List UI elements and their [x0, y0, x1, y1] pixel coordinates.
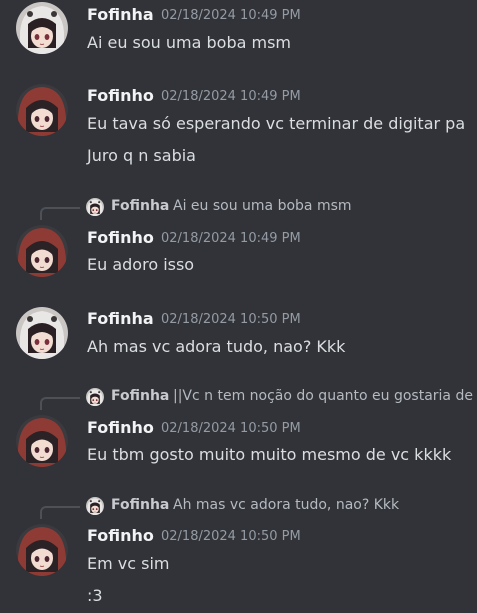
- reply-avatar: [86, 198, 104, 216]
- message-text: Ah mas vc adora tudo, nao? Kkk: [87, 337, 346, 356]
- reply-text[interactable]: Ai eu sou uma boba msm: [173, 198, 352, 214]
- reply-text[interactable]: ||Vc n tem noção do quanto eu gostaria de: [173, 388, 473, 404]
- message-text: Eu adoro isso: [87, 255, 195, 274]
- author-name[interactable]: Fofinho: [87, 228, 154, 247]
- reply-text[interactable]: Ah mas vc adora tudo, nao? Kkk: [173, 497, 400, 513]
- author-name[interactable]: Fofinha: [87, 309, 154, 328]
- reply-spine: [40, 207, 80, 220]
- avatar[interactable]: [16, 524, 68, 576]
- avatar[interactable]: [16, 415, 68, 467]
- reply-author[interactable]: Fofinha: [111, 497, 170, 513]
- reply-spine: [40, 506, 80, 519]
- avatar[interactable]: [16, 84, 68, 136]
- avatar[interactable]: [16, 225, 68, 277]
- message-text: :3: [87, 586, 103, 605]
- reply-avatar: [86, 497, 104, 515]
- message-text: Eu tbm gosto muito muito mesmo de vc kkkk: [87, 445, 452, 464]
- avatar[interactable]: [16, 2, 68, 54]
- reply-spine: [40, 397, 80, 410]
- reply-avatar: [86, 388, 104, 406]
- reply-author[interactable]: Fofinha: [111, 388, 170, 404]
- timestamp: 02/18/2024 10:50 PM: [161, 529, 301, 544]
- reply-author[interactable]: Fofinha: [111, 198, 170, 214]
- message-text: Ai eu sou uma boba msm: [87, 33, 292, 52]
- message-text: Em vc sim: [87, 554, 170, 573]
- timestamp: 02/18/2024 10:49 PM: [161, 8, 301, 23]
- message-text: Juro q n sabia: [87, 146, 196, 165]
- timestamp: 02/18/2024 10:49 PM: [161, 231, 301, 246]
- author-name[interactable]: Fofinho: [87, 526, 154, 545]
- author-name[interactable]: Fofinha: [87, 5, 154, 24]
- message-text: Eu tava só esperando vc terminar de digitar pa: [87, 114, 466, 133]
- avatar[interactable]: [16, 307, 68, 359]
- author-name[interactable]: Fofinho: [87, 86, 154, 105]
- timestamp: 02/18/2024 10:50 PM: [161, 312, 301, 327]
- timestamp: 02/18/2024 10:50 PM: [161, 421, 301, 436]
- timestamp: 02/18/2024 10:49 PM: [161, 89, 301, 104]
- author-name[interactable]: Fofinho: [87, 418, 154, 437]
